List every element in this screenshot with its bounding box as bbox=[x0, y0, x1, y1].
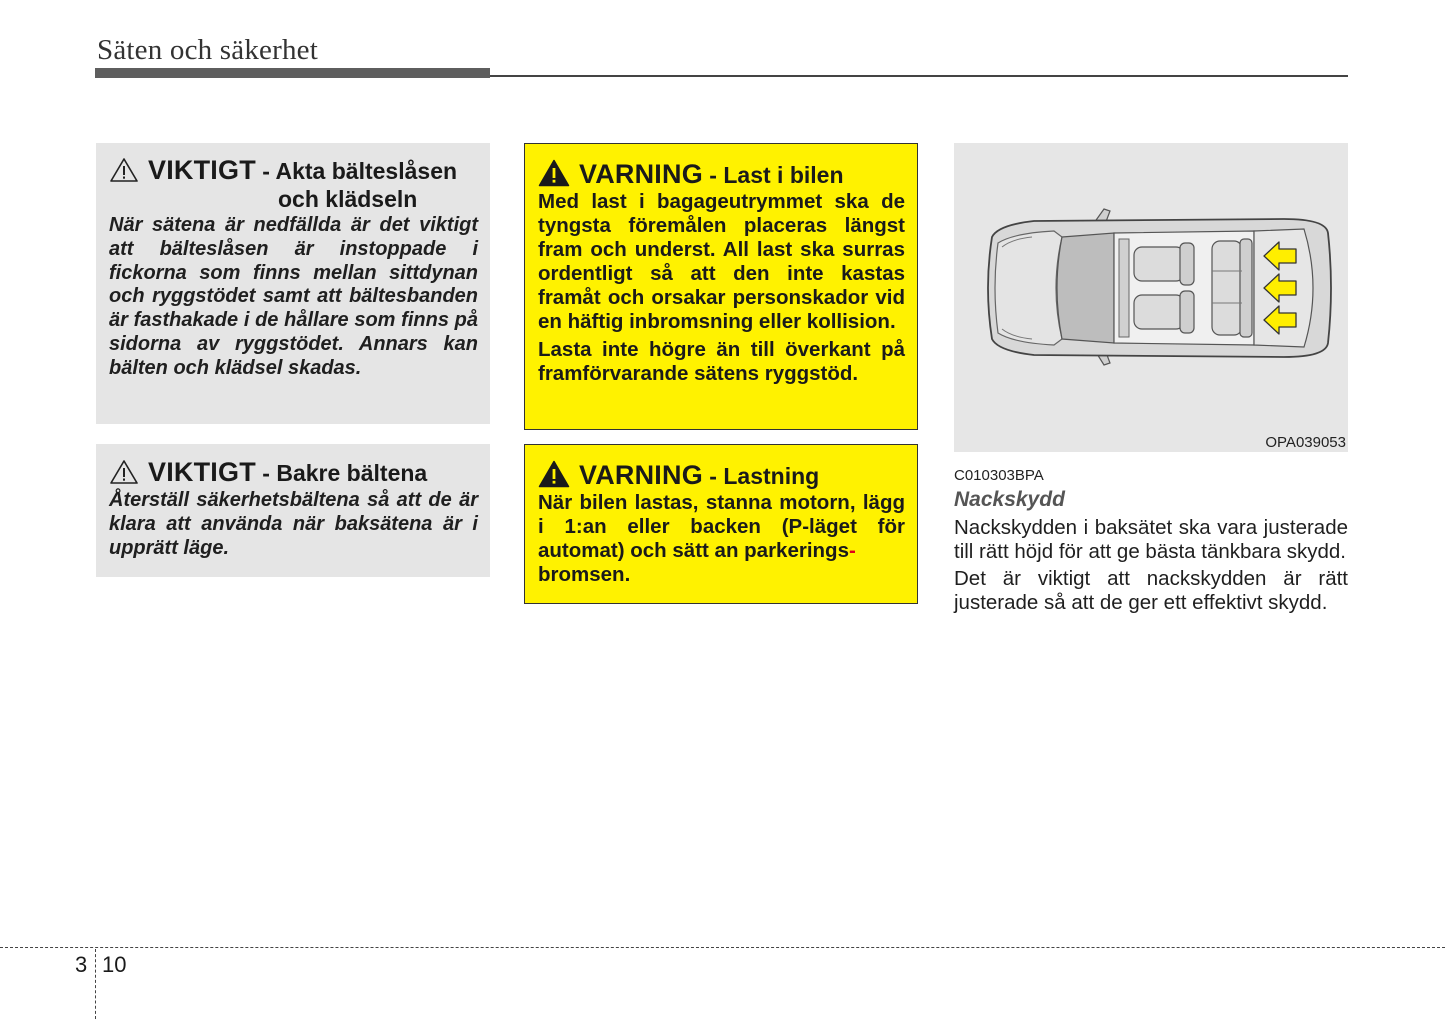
caution-triangle-outline-icon bbox=[109, 459, 139, 485]
chapter-number: 3 bbox=[75, 952, 88, 977]
footer-rule bbox=[0, 947, 1445, 948]
warning-triangle-filled-icon bbox=[538, 460, 570, 488]
viktigt-subtitle: Bakre bältena bbox=[276, 460, 428, 486]
caution-triangle-outline-icon bbox=[109, 157, 139, 183]
viktigt-subtitle-line2: och klädseln bbox=[278, 186, 418, 212]
nackskydd-paragraph-2: Det är viktigt att nackskydden är rätt justerade så att de ger ett effektivt skydd. bbox=[954, 567, 1348, 614]
header-rule bbox=[490, 75, 1348, 77]
varning-body-hyphen: - bbox=[848, 539, 856, 562]
varning-body bbox=[538, 491, 905, 587]
viktigt-header bbox=[109, 155, 478, 212]
varning-box-loading bbox=[524, 444, 918, 604]
figure-code: OPA039053 bbox=[1265, 434, 1346, 451]
viktigt-body bbox=[109, 214, 478, 381]
viktigt-label: VIKTIGT bbox=[148, 457, 256, 487]
warning-triangle-filled-icon bbox=[538, 159, 570, 187]
varning-body-main: När bilen lastas, stanna motorn, lägg i 1:an eller backen (P-läget för automat) och sätt an parkerings bbox=[538, 491, 905, 562]
viktigt-body-text: När sätena är nedfällda är det viktigt att bälteslåsen är instoppade i fickorna som finns mellan sittdynan och ryggstödet samt att bältesbanden är fasthakade i de hållare som finns på sidorna av ryggstödet. Annars kan bälten och klädsel skadas. bbox=[109, 214, 478, 379]
page-number: 10 bbox=[102, 952, 127, 977]
viktigt-subtitle: Akta bälteslåsen bbox=[275, 158, 458, 184]
varning-separator: - bbox=[702, 162, 724, 188]
headrest-arrow-icon bbox=[1264, 242, 1296, 334]
viktigt-separator: - bbox=[255, 460, 277, 486]
viktigt-body bbox=[109, 489, 478, 560]
varning-separator: - bbox=[702, 463, 724, 489]
varning-body-text bbox=[538, 491, 905, 587]
car-top-view-figure bbox=[954, 143, 1348, 452]
varning-label: VARNING bbox=[579, 159, 703, 189]
varning-header bbox=[538, 460, 905, 491]
viktigt-separator: - bbox=[255, 158, 276, 184]
varning-body-end: bromsen. bbox=[538, 563, 631, 586]
viktigt-label: VIKTIGT bbox=[148, 155, 256, 185]
varning-header bbox=[538, 159, 905, 190]
section-title: Säten och säkerhet bbox=[97, 34, 319, 66]
nackskydd-paragraph-1: Nackskydden i baksätet ska vara justerade till rätt höjd för att ge bästa tänkbara skydd. bbox=[954, 516, 1348, 563]
varning-body-p2: Lasta inte högre än till överkant på framförvarande sätens ryggstöd. bbox=[538, 338, 905, 385]
nackskydd-heading: Nackskydd bbox=[954, 488, 1065, 511]
nackskydd-body bbox=[954, 516, 1348, 615]
viktigt-box-seatbelt-buckles bbox=[96, 143, 490, 424]
varning-subtitle: Lastning bbox=[723, 463, 820, 489]
viktigt-header bbox=[109, 457, 478, 488]
viktigt-body-text: Återställ säkerhetsbältena så att de är klara att använda när baksätena är i upprätt läge. bbox=[109, 489, 478, 559]
varning-body bbox=[538, 190, 905, 386]
viktigt-box-rear-belts bbox=[96, 444, 490, 577]
varning-label: VARNING bbox=[579, 460, 703, 490]
footer-divider bbox=[95, 949, 96, 1019]
reference-code: C010303BPA bbox=[954, 467, 1044, 484]
car-top-view-illustration bbox=[954, 143, 1348, 433]
varning-subtitle: Last i bilen bbox=[723, 162, 844, 188]
header-bar bbox=[95, 68, 490, 78]
varning-body-p1: Med last i bagageutrymmet ska de tyngsta föremålen placeras längst fram och underst. All last ska surras ordentligt så att den inte kastas framåt och orsakar personskador vid en häftig inbromsning eller kollision. bbox=[538, 190, 905, 333]
varning-box-cargo bbox=[524, 143, 918, 430]
